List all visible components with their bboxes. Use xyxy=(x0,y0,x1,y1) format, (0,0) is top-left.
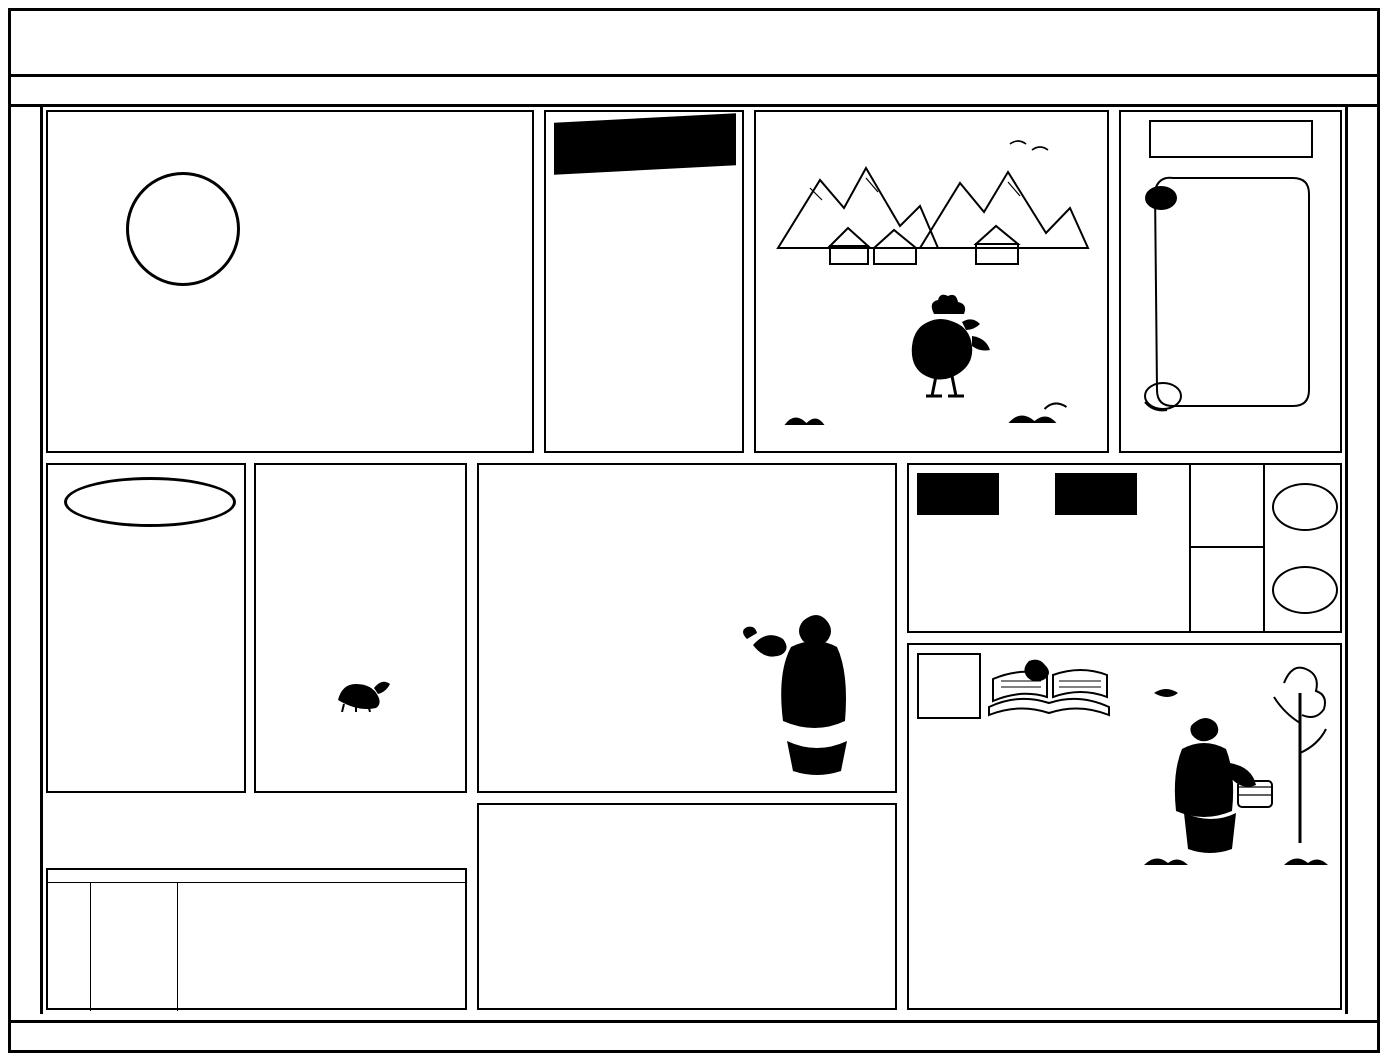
poem-panel xyxy=(254,463,467,793)
lucky-numbers-grid xyxy=(546,182,742,250)
open-balls xyxy=(1265,465,1344,631)
mark-six-strip-right xyxy=(1345,107,1377,1014)
open-stats-panel xyxy=(907,463,1342,633)
tema-numbers xyxy=(48,533,244,575)
lucky-numbers-banner xyxy=(554,113,736,175)
landscape-illustration-panel xyxy=(754,110,1109,453)
interpretation-panel xyxy=(907,643,1342,1010)
tema-panel xyxy=(46,463,246,793)
open-book-icon xyxy=(985,657,1115,719)
open-stats-middle xyxy=(1191,465,1265,631)
footer-statement xyxy=(11,1020,1377,1050)
open-ball-1 xyxy=(1272,483,1338,531)
mark-six-strip-left xyxy=(11,107,43,1014)
open-ball-2 xyxy=(1272,566,1338,614)
interpretation-tag xyxy=(917,653,981,719)
xunma-scroll-text xyxy=(1141,134,1301,344)
masthead xyxy=(11,11,1377,77)
mark-six-strip-top xyxy=(11,77,1377,107)
seal-stamp xyxy=(126,172,240,286)
grass-icon xyxy=(756,393,1107,433)
lucky-numbers-panel xyxy=(544,110,744,453)
farmer-with-tree-icon xyxy=(1134,653,1334,913)
open-tag-total xyxy=(917,473,999,515)
content-grid xyxy=(46,110,1342,1010)
open-stat-row-2 xyxy=(1191,548,1263,631)
open-tag-special xyxy=(1055,473,1137,515)
open-stat-row-1 xyxy=(1191,465,1263,548)
mountains-icon xyxy=(770,128,1096,278)
guess-section xyxy=(46,800,467,862)
results-table-header xyxy=(48,870,465,883)
logo-panel xyxy=(46,110,534,453)
tema-title xyxy=(64,477,236,527)
article-panel xyxy=(477,463,897,793)
poem-stamp xyxy=(274,471,450,509)
rooster-icon xyxy=(876,292,996,402)
zodiac-animal-icon xyxy=(328,670,398,712)
immortal-figure-icon xyxy=(733,591,883,781)
open-left-section xyxy=(909,465,1191,631)
watermark xyxy=(20,940,740,1002)
xunma-panel xyxy=(1119,110,1342,453)
